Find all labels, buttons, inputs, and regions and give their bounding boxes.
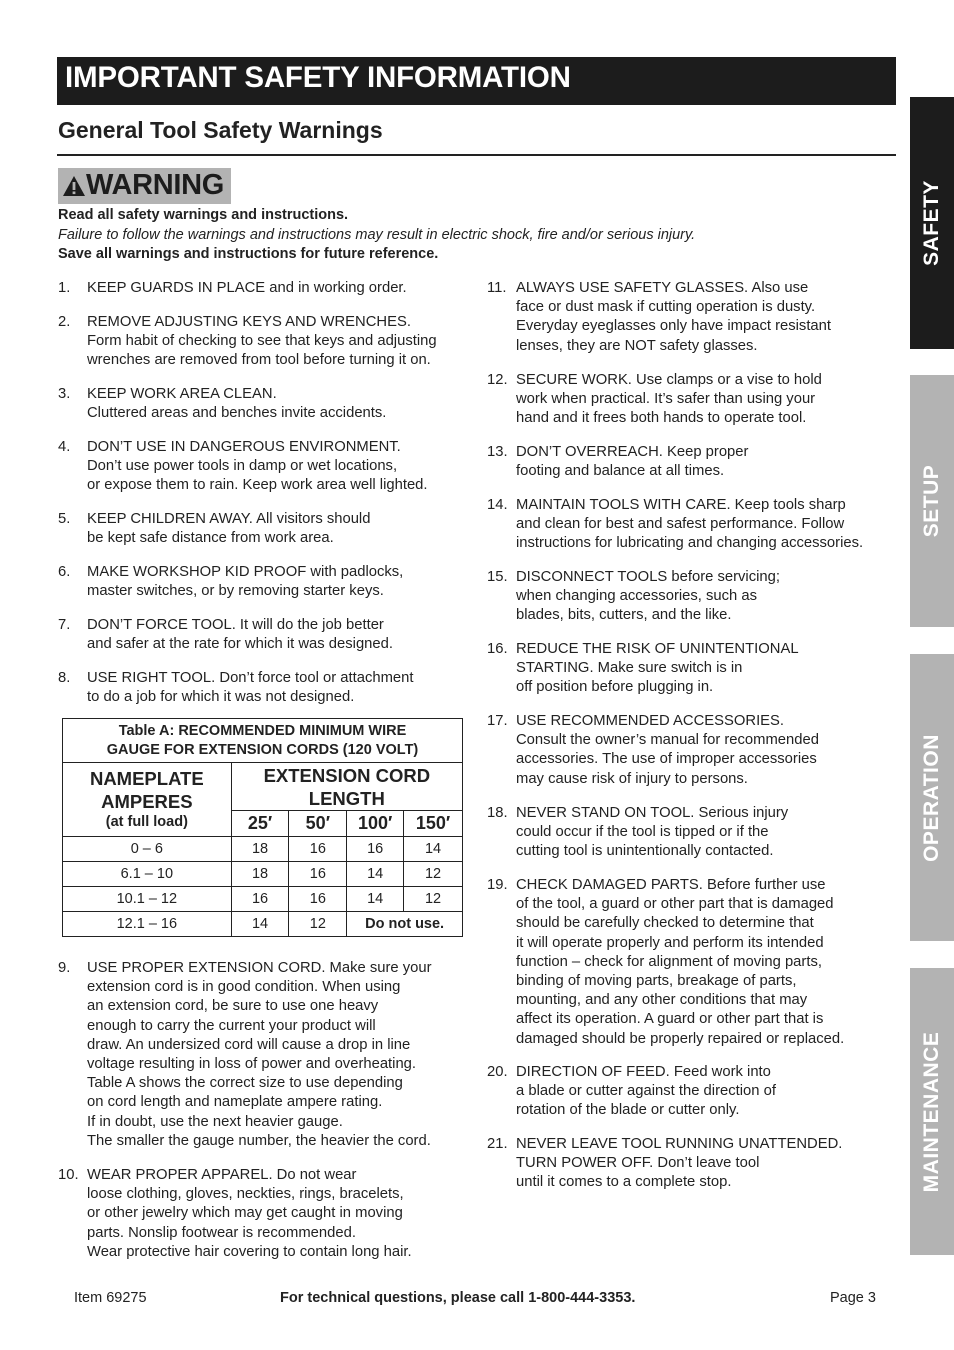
- warning-line-1: Read all safety warnings and instructions.: [58, 207, 349, 223]
- item-line: ALWAYS USE SAFETY GLASSES. Also use: [516, 280, 809, 296]
- tab-maintenance-label: MAINTENANCE: [920, 1031, 943, 1192]
- warning-line-3: Save all warnings and instructions for future reference.: [58, 246, 439, 262]
- item-number: 11.: [487, 280, 507, 296]
- item-number: 19.: [487, 877, 508, 893]
- tab-setup-label: SETUP: [920, 464, 943, 538]
- warning-text: WARNING: [86, 169, 225, 201]
- item-line: damaged should be properly repaired or replaced.: [516, 1030, 845, 1047]
- length-header: 25′: [231, 811, 289, 837]
- item-line: an extension cord, be sure to use one heavy: [87, 998, 379, 1015]
- item-line: CHECK DAMAGED PARTS. Before further use: [516, 877, 826, 893]
- item-number: 4.: [58, 439, 71, 455]
- item-number: 6.: [58, 564, 71, 580]
- item-line: MAINTAIN TOOLS WITH CARE. Keep tools sharp: [516, 497, 846, 513]
- item-number: 10.: [58, 1167, 79, 1183]
- item-line: REDUCE THE RISK OF UNINTENTIONAL: [516, 641, 799, 657]
- amps-cell: 10.1 – 12: [63, 887, 232, 912]
- item-line: If in doubt, use the next heavier gauge.: [87, 1113, 343, 1130]
- item-line: mounting, and any other conditions that may: [516, 992, 808, 1009]
- item-line: off position before plugging in.: [516, 679, 714, 696]
- do-not-use-cell: Do not use.: [347, 912, 463, 937]
- item-line: rotation of the blade or cutter only.: [516, 1102, 740, 1119]
- item-line: be kept safe distance from work area.: [87, 530, 334, 547]
- item-line: Form habit of checking to see that keys and adjusting: [87, 333, 437, 350]
- item-line: Everyday eyeglasses only have impact resistant: [516, 318, 831, 335]
- gauge-cell: 14: [347, 887, 404, 912]
- item-line: USE RECOMMENDED ACCESSORIES.: [516, 713, 785, 729]
- item-line: wrenches are removed from tool before turning it on.: [87, 352, 431, 369]
- item-number: 9.: [58, 960, 71, 976]
- item-line: draw. An undersized cord will cause a drop in line: [87, 1036, 411, 1053]
- item-line: Wear protective hair covering to contain long hair.: [87, 1243, 412, 1260]
- title-bar: [57, 57, 896, 105]
- item-number: 2.: [58, 314, 71, 330]
- item-line: Table A shows the correct size to use depending: [87, 1075, 403, 1092]
- tab-maintenance[interactable]: [910, 968, 954, 1255]
- item-line: DON’T FORCE TOOL. It will do the job better: [87, 617, 384, 633]
- item-line: work when practical. It’s safer than using your: [516, 391, 816, 408]
- amps-cell: 6.1 – 10: [63, 862, 232, 887]
- item-line: The smaller the gauge number, the heavier the cord.: [87, 1132, 431, 1149]
- length-header: 100′: [347, 811, 404, 837]
- item-line: or expose them to rain. Keep work area well lighted.: [87, 477, 428, 494]
- item-number: 5.: [58, 511, 71, 527]
- gauge-cell: 16: [231, 887, 289, 912]
- gauge-cell: 16: [289, 862, 347, 887]
- gauge-cell: 12: [404, 862, 463, 887]
- item-line: until it comes to a complete stop.: [516, 1174, 732, 1191]
- item-line: footing and balance at all times.: [516, 463, 725, 480]
- section-divider: [57, 154, 896, 156]
- item-line: face or dust mask if cutting operation is dusty.: [516, 299, 816, 316]
- item-line: REMOVE ADJUSTING KEYS AND WRENCHES.: [87, 314, 411, 330]
- item-number-footer: Item 69275: [74, 1290, 147, 1306]
- item-line: STARTING. Make sure switch is in: [516, 660, 743, 677]
- item-number: 12.: [487, 372, 508, 388]
- item-line: function – check for alignment of moving parts,: [516, 953, 822, 970]
- item-number: 7.: [58, 617, 71, 633]
- item-line: USE PROPER EXTENSION CORD. Make sure your: [87, 960, 432, 976]
- item-line: extension cord is in good condition. When using: [87, 979, 401, 996]
- item-line: to do a job for which it was not designed.: [87, 689, 355, 706]
- item-number: 3.: [58, 386, 71, 402]
- item-line: cutting tool is unintentionally contacted.: [516, 843, 774, 860]
- gauge-cell: 14: [347, 862, 404, 887]
- item-line: binding of moving parts, breakage of parts,: [516, 973, 797, 990]
- gauge-cell: 16: [289, 837, 347, 862]
- nameplate-amperes-header: NAMEPLATE AMPERES (at full load): [63, 763, 232, 837]
- item-line: SECURE WORK. Use clamps or a vise to hold: [516, 372, 822, 388]
- item-line: instructions for lubricating and changing accessories.: [516, 535, 864, 552]
- tech-support-footer: For technical questions, please call 1-800-444-3353.: [280, 1290, 636, 1306]
- item-line: voltage resulting in loss of power and overheating.: [87, 1056, 417, 1073]
- item-number: 14.: [487, 497, 508, 513]
- item-line: it will operate properly and perform its intended: [516, 934, 824, 951]
- section-title: General Tool Safety Warnings: [58, 117, 383, 143]
- item-line: WEAR PROPER APPAREL. Do not wear: [87, 1167, 357, 1183]
- gauge-cell: 14: [231, 912, 289, 937]
- item-line: NEVER STAND ON TOOL. Serious injury: [516, 805, 789, 821]
- item-number: 13.: [487, 444, 508, 460]
- item-number: 1.: [58, 280, 71, 296]
- item-line: accessories. The use of improper accessories: [516, 751, 817, 768]
- gauge-cell: 18: [231, 837, 289, 862]
- item-line: KEEP GUARDS IN PLACE and in working order.: [87, 280, 407, 296]
- item-line: a blade or cutter against the direction of: [516, 1083, 776, 1100]
- item-line: could occur if the tool is tipped or if the: [516, 824, 769, 841]
- tab-safety[interactable]: [910, 97, 954, 349]
- tab-operation[interactable]: [910, 654, 954, 941]
- tab-setup[interactable]: [910, 375, 954, 627]
- item-line: DON’T OVERREACH. Keep proper: [516, 444, 749, 460]
- amps-cell: 0 – 6: [63, 837, 232, 862]
- gauge-cell: 18: [231, 862, 289, 887]
- length-header: 50′: [289, 811, 347, 837]
- item-line: USE RIGHT TOOL. Don’t force tool or attachment: [87, 670, 414, 686]
- item-line: on cord length and nameplate ampere rating.: [87, 1094, 383, 1111]
- item-line: NEVER LEAVE TOOL RUNNING UNATTENDED.: [516, 1136, 843, 1152]
- item-line: or other jewelry which may get caught in moving: [87, 1205, 403, 1222]
- warning-triangle-icon: [62, 175, 86, 197]
- warning-label: [58, 168, 231, 204]
- item-number: 15.: [487, 569, 508, 585]
- item-number: 16.: [487, 641, 508, 657]
- item-line: and safer at the rate for which it was designed.: [87, 636, 393, 653]
- item-line: parts. Nonslip footwear is recommended.: [87, 1224, 356, 1241]
- amps-cell: 12.1 – 16: [63, 912, 232, 937]
- item-line: TURN POWER OFF. Don’t leave tool: [516, 1155, 760, 1172]
- item-line: MAKE WORKSHOP KID PROOF with padlocks,: [87, 564, 404, 580]
- item-line: Cluttered areas and benches invite accidents.: [87, 405, 387, 422]
- item-line: DIRECTION OF FEED. Feed work into: [516, 1064, 771, 1080]
- tab-safety-label: SAFETY: [920, 180, 943, 266]
- item-line: master switches, or by removing starter keys.: [87, 583, 384, 600]
- page-number: Page 3: [830, 1290, 876, 1306]
- table-row: [63, 862, 463, 887]
- item-number: 21.: [487, 1136, 508, 1152]
- item-line: loose clothing, gloves, neckties, rings, bracelets,: [87, 1186, 404, 1203]
- item-line: hand and it frees both hands to operate tool.: [516, 410, 807, 427]
- item-number: 18.: [487, 805, 508, 821]
- item-number: 17.: [487, 713, 508, 729]
- item-number: 8.: [58, 670, 71, 686]
- item-line: enough to carry the current your product will: [87, 1017, 376, 1034]
- item-line: lenses, they are NOT safety glasses.: [516, 337, 758, 354]
- item-line: and clean for best and safest performance. Follow: [516, 516, 845, 533]
- item-line: when changing accessories, such as: [516, 588, 757, 605]
- gauge-cell: 12: [404, 887, 463, 912]
- warning-line-2: Failure to follow the warnings and instructions may result in electric shock, fire and/or serious injury.: [58, 227, 696, 243]
- item-line: DISCONNECT TOOLS before servicing;: [516, 569, 780, 585]
- gauge-cell: 12: [289, 912, 347, 937]
- length-header: 150′: [404, 811, 463, 837]
- extension-cord-length-header: EXTENSION CORD LENGTH: [231, 763, 462, 811]
- wire-gauge-table: [62, 718, 463, 937]
- item-line: affect its operation. A guard or other part that is: [516, 1011, 824, 1028]
- item-line: should be carefully checked to determine that: [516, 915, 814, 932]
- item-line: KEEP WORK AREA CLEAN.: [87, 386, 277, 402]
- gauge-cell: 16: [347, 837, 404, 862]
- page-title: IMPORTANT SAFETY INFORMATION: [65, 61, 571, 94]
- item-line: may cause risk of injury to persons.: [516, 770, 748, 787]
- gauge-cell: 14: [404, 837, 463, 862]
- item-line: blades, bits, cutters, and the like.: [516, 607, 732, 624]
- table-title: Table A: RECOMMENDED MINIMUM WIRE GAUGE FOR EXTENSION CORDS (120 VOLT): [63, 719, 463, 763]
- tab-operation-label: OPERATION: [920, 733, 943, 862]
- item-line: Consult the owner’s manual for recommended: [516, 732, 819, 749]
- item-line: DON’T USE IN DANGEROUS ENVIRONMENT.: [87, 439, 401, 455]
- table-row: [63, 837, 463, 862]
- item-line: KEEP CHILDREN AWAY. All visitors should: [87, 511, 371, 527]
- item-line: of the tool, a guard or other part that is damaged: [516, 896, 834, 913]
- item-line: Don’t use power tools in damp or wet locations,: [87, 458, 398, 475]
- table-row: [63, 912, 463, 937]
- gauge-cell: 16: [289, 887, 347, 912]
- table-row: [63, 887, 463, 912]
- item-number: 20.: [487, 1064, 508, 1080]
